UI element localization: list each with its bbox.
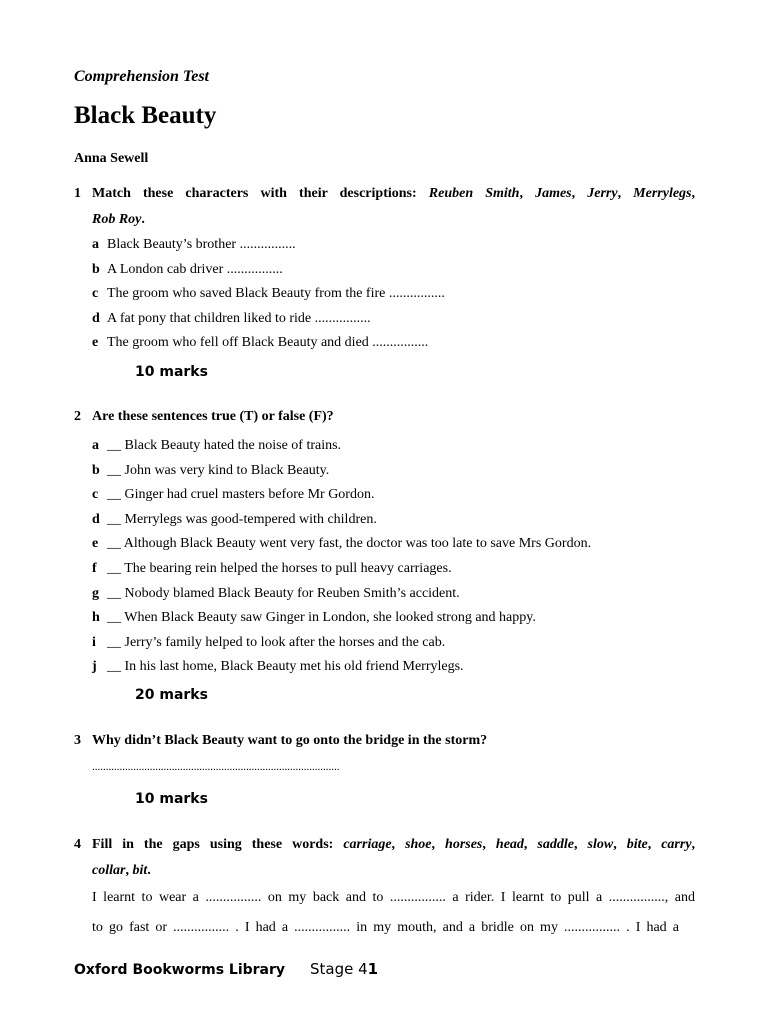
word-separator: , [519, 186, 523, 201]
word-bank-item: Reuben Smith [428, 186, 520, 201]
list-item [92, 561, 452, 577]
item-text: __ Jerry’s family helped to look after the horses and the cab. [107, 634, 446, 650]
question-1-character-names [429, 186, 695, 201]
list-item [92, 610, 536, 626]
item-text: __ Ginger had cruel masters before Mr Gordon. [107, 487, 375, 503]
item-letter: c [92, 286, 99, 302]
list-item [92, 635, 445, 651]
test-kicker: Comprehension Test [74, 68, 209, 85]
word-separator: , [125, 863, 129, 878]
footer-stage-label: Stage 4 [310, 960, 368, 978]
question-4-word-bank-cont [92, 863, 151, 879]
item-text: __ In his last home, Black Beauty met his old friend Merrylegs. [107, 659, 464, 675]
word-bank-item: collar [92, 863, 126, 878]
list-item [92, 487, 374, 503]
word-separator: . [147, 863, 151, 878]
question-4-text-line-2: to go fast or ................ . I had a ................ in my mouth, and a bridle on my ................ . I had a [92, 920, 679, 935]
question-1-prompt-cont [92, 212, 145, 228]
word-bank-item: James [535, 186, 572, 201]
question-1-name-last-end: . [141, 212, 145, 227]
word-separator: , [617, 186, 622, 201]
question-1-number: 1 [74, 186, 81, 201]
list-item [92, 512, 377, 528]
item-letter: i [92, 634, 96, 650]
book-title: Black Beauty [74, 102, 217, 129]
question-2-number: 2 [74, 409, 81, 424]
word-separator: , [482, 837, 486, 852]
word-bank-item: bite [626, 837, 648, 852]
word-bank-item: horses [445, 837, 483, 852]
question-3-number: 3 [74, 733, 81, 748]
item-letter: g [92, 585, 99, 601]
list-item [92, 659, 464, 675]
item-letter: j [92, 659, 97, 675]
question-4-prompt-text: Fill in the gaps using these words: [92, 837, 334, 852]
list-item [92, 311, 371, 327]
item-letter: e [92, 335, 99, 351]
item-text: __ The bearing rein helped the horses to pull heavy carriages. [107, 561, 452, 576]
item-text: __ Merrylegs was good-tempered with children. [107, 511, 377, 527]
list-item [92, 586, 460, 602]
author-name: Anna Sewell [74, 151, 149, 166]
word-bank-item: saddle [537, 837, 574, 852]
word-bank-item: slow [587, 837, 614, 852]
item-text: The groom who saved Black Beauty from the fire ................ [107, 286, 445, 302]
footer-page-number: 1 [367, 960, 379, 978]
word-separator: , [391, 837, 396, 852]
item-text: A London cab driver ................ [107, 261, 283, 277]
item-letter: d [92, 511, 100, 527]
question-4-word-bank [343, 837, 695, 852]
item-letter: b [92, 261, 100, 277]
question-2-marks: 20 marks [135, 687, 208, 703]
question-2-prompt: Are these sentences true (T) or false (F)? [92, 409, 334, 424]
list-item [92, 463, 329, 479]
list-item [92, 536, 591, 552]
question-4-number: 4 [74, 837, 81, 852]
item-letter: e [92, 536, 99, 552]
item-letter: d [92, 310, 100, 326]
item-letter: h [92, 610, 100, 626]
word-separator: , [691, 186, 695, 201]
item-text: Black Beauty’s brother ................ [107, 237, 296, 252]
footer-library-name: Oxford Bookworms Library [74, 962, 286, 978]
item-letter: a [92, 438, 99, 453]
item-letter: c [92, 487, 99, 503]
word-separator: , [613, 837, 617, 852]
question-1-prompt-text: Match these characters with their descriptions: [92, 186, 417, 201]
item-text: __ Although Black Beauty went very fast, the doctor was too late to save Mrs Gordon. [107, 536, 592, 552]
word-bank-item: carry [661, 837, 692, 852]
word-bank-item: carriage [343, 837, 392, 852]
word-bank-item: Jerry [587, 186, 618, 201]
word-separator: , [573, 837, 578, 852]
question-1-prompt [92, 186, 695, 202]
item-text: __ When Black Beauty saw Ginger in London, she looked strong and happy. [107, 610, 536, 626]
list-item [92, 438, 341, 454]
item-text: __ Black Beauty hated the noise of trains. [107, 438, 342, 453]
word-bank-item: Merrylegs [633, 186, 692, 201]
word-separator: , [431, 837, 436, 852]
word-bank-item: bit [132, 863, 148, 878]
question-1-name-last: Rob Roy [92, 212, 142, 227]
item-letter: b [92, 462, 100, 478]
word-separator: , [691, 837, 696, 852]
word-separator: , [647, 837, 652, 852]
item-text: __ John was very kind to Black Beauty. [107, 462, 330, 478]
item-letter: a [92, 237, 99, 252]
question-3-marks: 10 marks [135, 791, 208, 807]
list-item [92, 335, 428, 351]
word-separator: , [571, 186, 576, 201]
list-item [92, 237, 296, 253]
list-item [92, 262, 283, 278]
question-1-marks: 10 marks [135, 364, 208, 380]
word-separator: , [523, 837, 528, 852]
item-text: __ Nobody blamed Black Beauty for Reuben Smith’s accident. [107, 585, 460, 601]
word-bank-item: shoe [405, 837, 432, 852]
question-4-prompt [92, 837, 695, 853]
question-3-answer-line[interactable]: .......................................................................................... [92, 761, 340, 773]
footer-stage [310, 960, 378, 978]
question-3-prompt: Why didn’t Black Beauty want to go onto the bridge in the storm? [92, 733, 488, 748]
item-text: The groom who fell off Black Beauty and died ................ [107, 335, 429, 351]
question-4-text-line-1: I learnt to wear a ................ on my back and to ................ a rider. I learnt to pull a ................, and [92, 890, 695, 905]
item-letter: f [92, 561, 97, 576]
item-text: A fat pony that children liked to ride ................ [107, 310, 371, 326]
list-item [92, 286, 445, 302]
word-bank-item: head [495, 837, 524, 852]
